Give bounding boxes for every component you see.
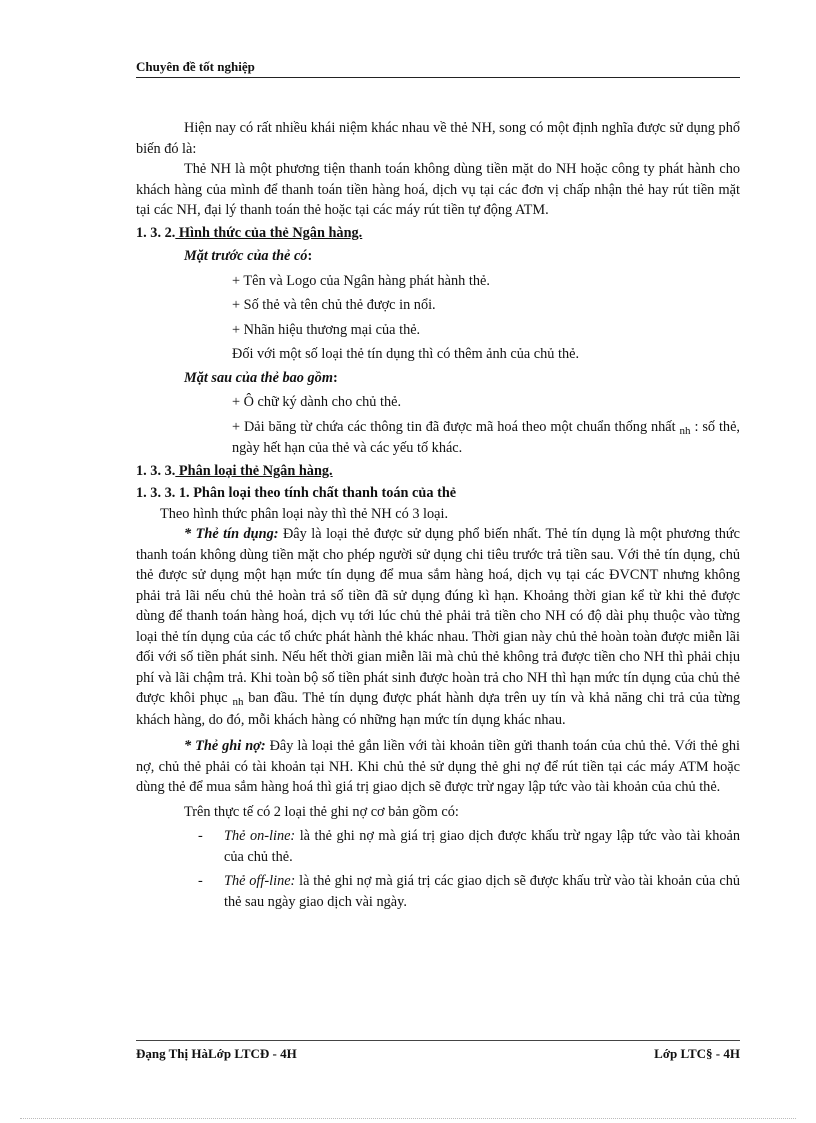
debit-card-text: Đây là loại thẻ gắn liền với tài khoản tiền gửi thanh toán của chủ thẻ. Với thẻ ghi nợ, chủ thẻ phải có tài khoản tại NH. Khi chủ thẻ sử dụng thẻ ghi nợ để rút tiền tại các máy ATM hoặc dùng thẻ để mua sắm hàng hoá thì giá trị giao dịch sẽ được trừ ngay lập tức vào tài khoản của chủ thẻ. — [136, 738, 740, 795]
section-number: 1. 3. 3. — [136, 462, 176, 479]
credit-card-text: Đây là loại thẻ được sử dụng phổ biến nhất. Thẻ tín dụng là một phương thức thanh toán không dùng tiền mặt cho phép người sử dụng chi tiêu trước trả tiền sau. Với thẻ tín dụng, chủ thẻ được sử dụng một hạn mức tín dụng để mua sắm hàng hoá, dịch vụ tại các ĐVCNT nhưng không phải trả lãi nếu chủ thẻ hoàn trả số tiền đã sử dụng đúng kì hạn. Khoảng thời gian kể từ khi thẻ được dùng để thanh toán hàng hoá, dịch vụ tới lúc chủ thẻ phải trả tiền cho NH có độ dài phụ thuộc vào từng loại thẻ tín dụng của các tổ chức phát hành thẻ khác nhau. Thời gian này chủ thẻ hoàn toàn được miễn lãi đối với số tiền phát sinh. Nếu hết thời gian miễn lãi mà chủ thẻ không trả được tiền cho NH thì phải chịu phí và lãi chậm trả. Khi toàn bộ số tiền phát sinh được hoàn trả cho NH thì hạn mức tín dụng của chủ thẻ được khôi phục — [136, 526, 740, 706]
paragraph-types-intro: Theo hình thức phân loại này thì thẻ NH có 3 loại. — [160, 505, 449, 522]
credit-card-label: * Thẻ tín dụng: — [184, 526, 279, 542]
back-item — [136, 417, 740, 459]
debit-card-label: * Thẻ ghi nợ: — [184, 738, 266, 754]
front-item: + Số thẻ và tên chủ thẻ được in nổi. — [232, 297, 436, 313]
section-heading-1-3-3-1: 1. 3. 3. 1. Phân loại theo tính chất thanh toán của thẻ — [136, 485, 457, 501]
paragraph-definition: Thẻ NH là một phương tiện thanh toán không dùng tiền mặt do NH hoặc công ty phát hành cho khách hàng của mình để thanh toán tiền hàng hoá, dịch vụ tại các đơn vị chấp nhận thẻ hay rút tiền mặt tại các NH, đại lý thanh toán thẻ hoặc tại các máy rút tiền tự động ATM. — [136, 161, 740, 218]
subheading-front-label: Mặt trước của thẻ có — [184, 248, 308, 264]
front-item: + Tên và Logo của Ngân hàng phát hành thẻ. — [232, 272, 490, 289]
small-note: nh — [679, 424, 691, 437]
subheading-colon: : — [332, 369, 338, 386]
header-rule — [136, 77, 740, 78]
paragraph-debit-card — [136, 736, 740, 798]
list-item — [136, 871, 740, 912]
subheading-colon: : — [307, 248, 313, 264]
online-card-text: là thẻ ghi nợ mà giá trị giao dịch được khấu trừ ngay lập tức vào tài khoản của chủ thẻ. — [224, 828, 740, 865]
dash-bullet: - — [198, 873, 203, 889]
back-item-text: : số thẻ, ngày hết hạn của thẻ và các yếu tố khác. — [232, 418, 740, 456]
section-number: 1. 3. 2. — [136, 224, 176, 241]
page-bottom-border — [20, 1118, 796, 1119]
back-item: + Ô chữ ký dành cho chủ thẻ. — [232, 394, 402, 410]
section-title: Phân loại thẻ Ngân hàng. — [175, 462, 333, 479]
offline-card-text: là thẻ ghi nợ mà giá trị các giao dịch sẽ được khấu trừ vào tài khoản của chủ thẻ sau ngày giao dịch vài ngày. — [224, 873, 740, 910]
section-heading-1-3-3 — [136, 461, 740, 482]
paragraph-debit-types-intro: Trên thực tế có 2 loại thẻ ghi nợ cơ bản gồm có: — [184, 803, 459, 820]
paragraph-credit-card — [136, 524, 740, 730]
section-title: Hình thức của thẻ Ngân hàng. — [175, 224, 363, 241]
subheading-back-label: Mặt sau của thẻ bao gồm — [184, 369, 333, 386]
footer-class: Lớp LTC§ - 4H — [654, 1046, 740, 1061]
section-heading-1-3-2 — [136, 223, 740, 244]
document-body — [136, 118, 740, 912]
back-item-text: + Dải băng từ chứa các thông tin đã được mã hoá theo một chuẩn thống nhất — [232, 418, 680, 435]
subheading-front — [136, 246, 740, 267]
paragraph-definition-intro: Hiện nay có rất nhiều khái niệm khác nhau về thẻ NH, song có một định nghĩa được sử dụng phổ biến đó là: — [136, 120, 740, 157]
subheading-back — [136, 368, 740, 389]
offline-card-label: Thẻ off-line: — [224, 873, 296, 889]
footer-rule — [136, 1040, 740, 1041]
list-item — [136, 826, 740, 867]
front-item: Đối với một số loại thẻ tín dụng thì có thêm ảnh của chủ thẻ. — [232, 346, 580, 362]
small-note: nh — [232, 696, 244, 708]
credit-card-text: ban đầu. Thẻ tín dụng được phát hành dựa trên uy tín và khả năng chi trả của từng khách hàng, do đó, mỗi khách hàng có những hạn mức tín dụng khác nhau. — [136, 690, 741, 728]
header-title: Chuyên đề tốt nghiệp — [136, 59, 255, 74]
dash-bullet: - — [198, 828, 203, 844]
front-item: + Nhãn hiệu thương mại của thẻ. — [232, 321, 421, 338]
online-card-label: Thẻ on-line: — [224, 828, 296, 844]
footer-author: Đạng Thị HàLớp LTCĐ - 4H — [136, 1046, 297, 1061]
